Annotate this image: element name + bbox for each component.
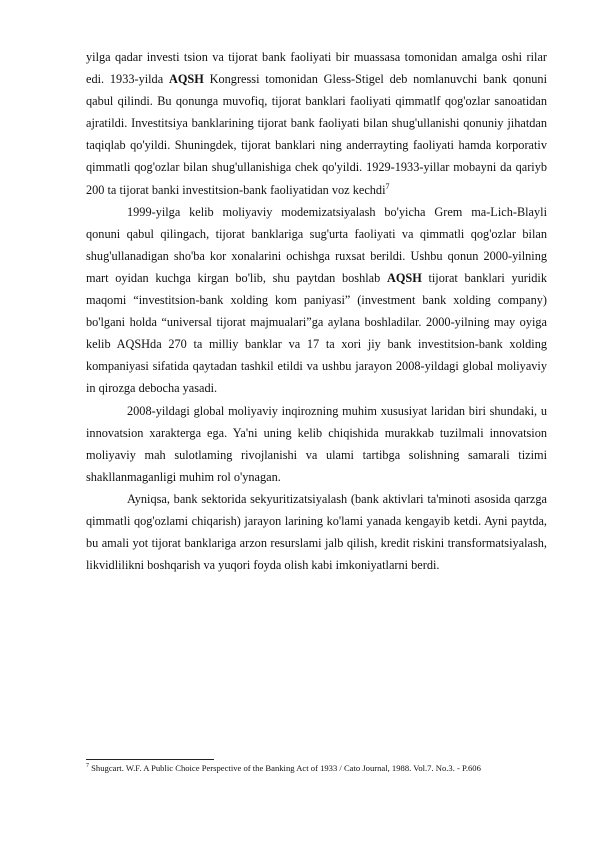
document-body bbox=[86, 46, 547, 576]
footnote-separator bbox=[86, 759, 214, 760]
text-run: Ayniqsa, bank sektorida sekyuritizatsiyalash (bank aktivlari ta'minoti asosida qarzga qimmatli qog'ozlami chiqarish) jarayon larining ko'lami yanada kengayib ketdi. Ayni paytda, bu amali yot tijorat banklariga arzon resurslami jalb qilish, kredit riskini transformatsiyalash, likvidlilikni boshqarish va yuqori foyda olish kabi imkoniyatlarni berdi. bbox=[86, 491, 547, 573]
country-abbrev: AQSH bbox=[168, 72, 204, 87]
footnote-marker: 7 bbox=[86, 763, 89, 770]
paragraph-securitization bbox=[86, 488, 547, 576]
footnote-reference[interactable]: 7 bbox=[385, 181, 390, 191]
footnote-text: Shugcart. W.F. A Public Choice Perspective of the Banking Act of 1933 / Cato Journal, 1988. Vol.7. No.3. - P.606 bbox=[89, 763, 481, 773]
country-abbrev: AQSH bbox=[386, 270, 422, 285]
paragraph-glass-steagall bbox=[86, 46, 547, 201]
text-run: 2008-yildagi global moliyaviy inqirozning muhim xususiyat laridan biri shundaki, u innovatsion xarakterga ega. Ya'ni uning kelib chiqishida murakkab tuzilmali innovatsion moliyaviy mah sulotlaming rivojlanishi va ulami tartibga solishning samarali tizimi shakllanmaganligi muhim rol o'ynagan. bbox=[86, 403, 547, 484]
paragraph-crisis-2008 bbox=[86, 400, 547, 488]
text-run: 1999-yilga kelib moliyaviy modemizatsiyalash bo'yicha Grem ma-Lich-Blayli qonuni qabul qilingach, tijorat banklariga sug'urta faoliyati va qimmatli qog'ozlar bilan shug'ullanadigan sho'ba kor xonalarini ochishga ruxsat berildi. Ushbu qonun 2000-yilning mart oyidan kuchga kirgan bo'lib, shu paytdan boshlab bbox=[86, 204, 547, 285]
text-run: Kongressi tomonidan Gless-Stigel deb nomlanuvchi bank qonuni qabul qilindi. Bu qonunga muvofiq, tijorat banklari faoliyati qimmatlf qog'ozlar sanoatidan ajratildi. Investitsiya banklarining tijorat bank faoliyati bilan shug'ullanishi qonuniy jihatdan taqiqlab qo'yildi. Shuningdek, tijorat banklari ning anderrayting faoliyati hamda korporativ qimmatli qog'ozlar bilan shug'ullanishiga chek qo'yildi. 1929-1933-yillar mobayni da qariyb 200 ta tijorat banki investitsion-bank faoliyatidan voz kechdi bbox=[86, 72, 547, 197]
footnote bbox=[86, 762, 547, 774]
text-run: tijorat banklari yuridik maqomi “investitsion-bank xolding kom paniyasi” (investment bank xolding company) bo'lgani holda “universal tijorat majmualari”ga aylana boshladilar. 2000-yilning may oyiga kelib AQSHda 270 ta milliy banklar va 17 ta xori jiy bank investitsion-bank xolding kompaniyasi sifatida qaytadan tashkil etildi va ushbu jarayon 2008-yildagi global moliyaviy in qirozga debocha yasadi. bbox=[86, 270, 547, 396]
paragraph-gramm-leach-bliley bbox=[86, 201, 547, 400]
text-run: yilga qadar investi tsion va tijorat bank faoliyati bir muassasa tomonidan amalga oshi rilar edi. 1933-yilda bbox=[86, 50, 547, 87]
